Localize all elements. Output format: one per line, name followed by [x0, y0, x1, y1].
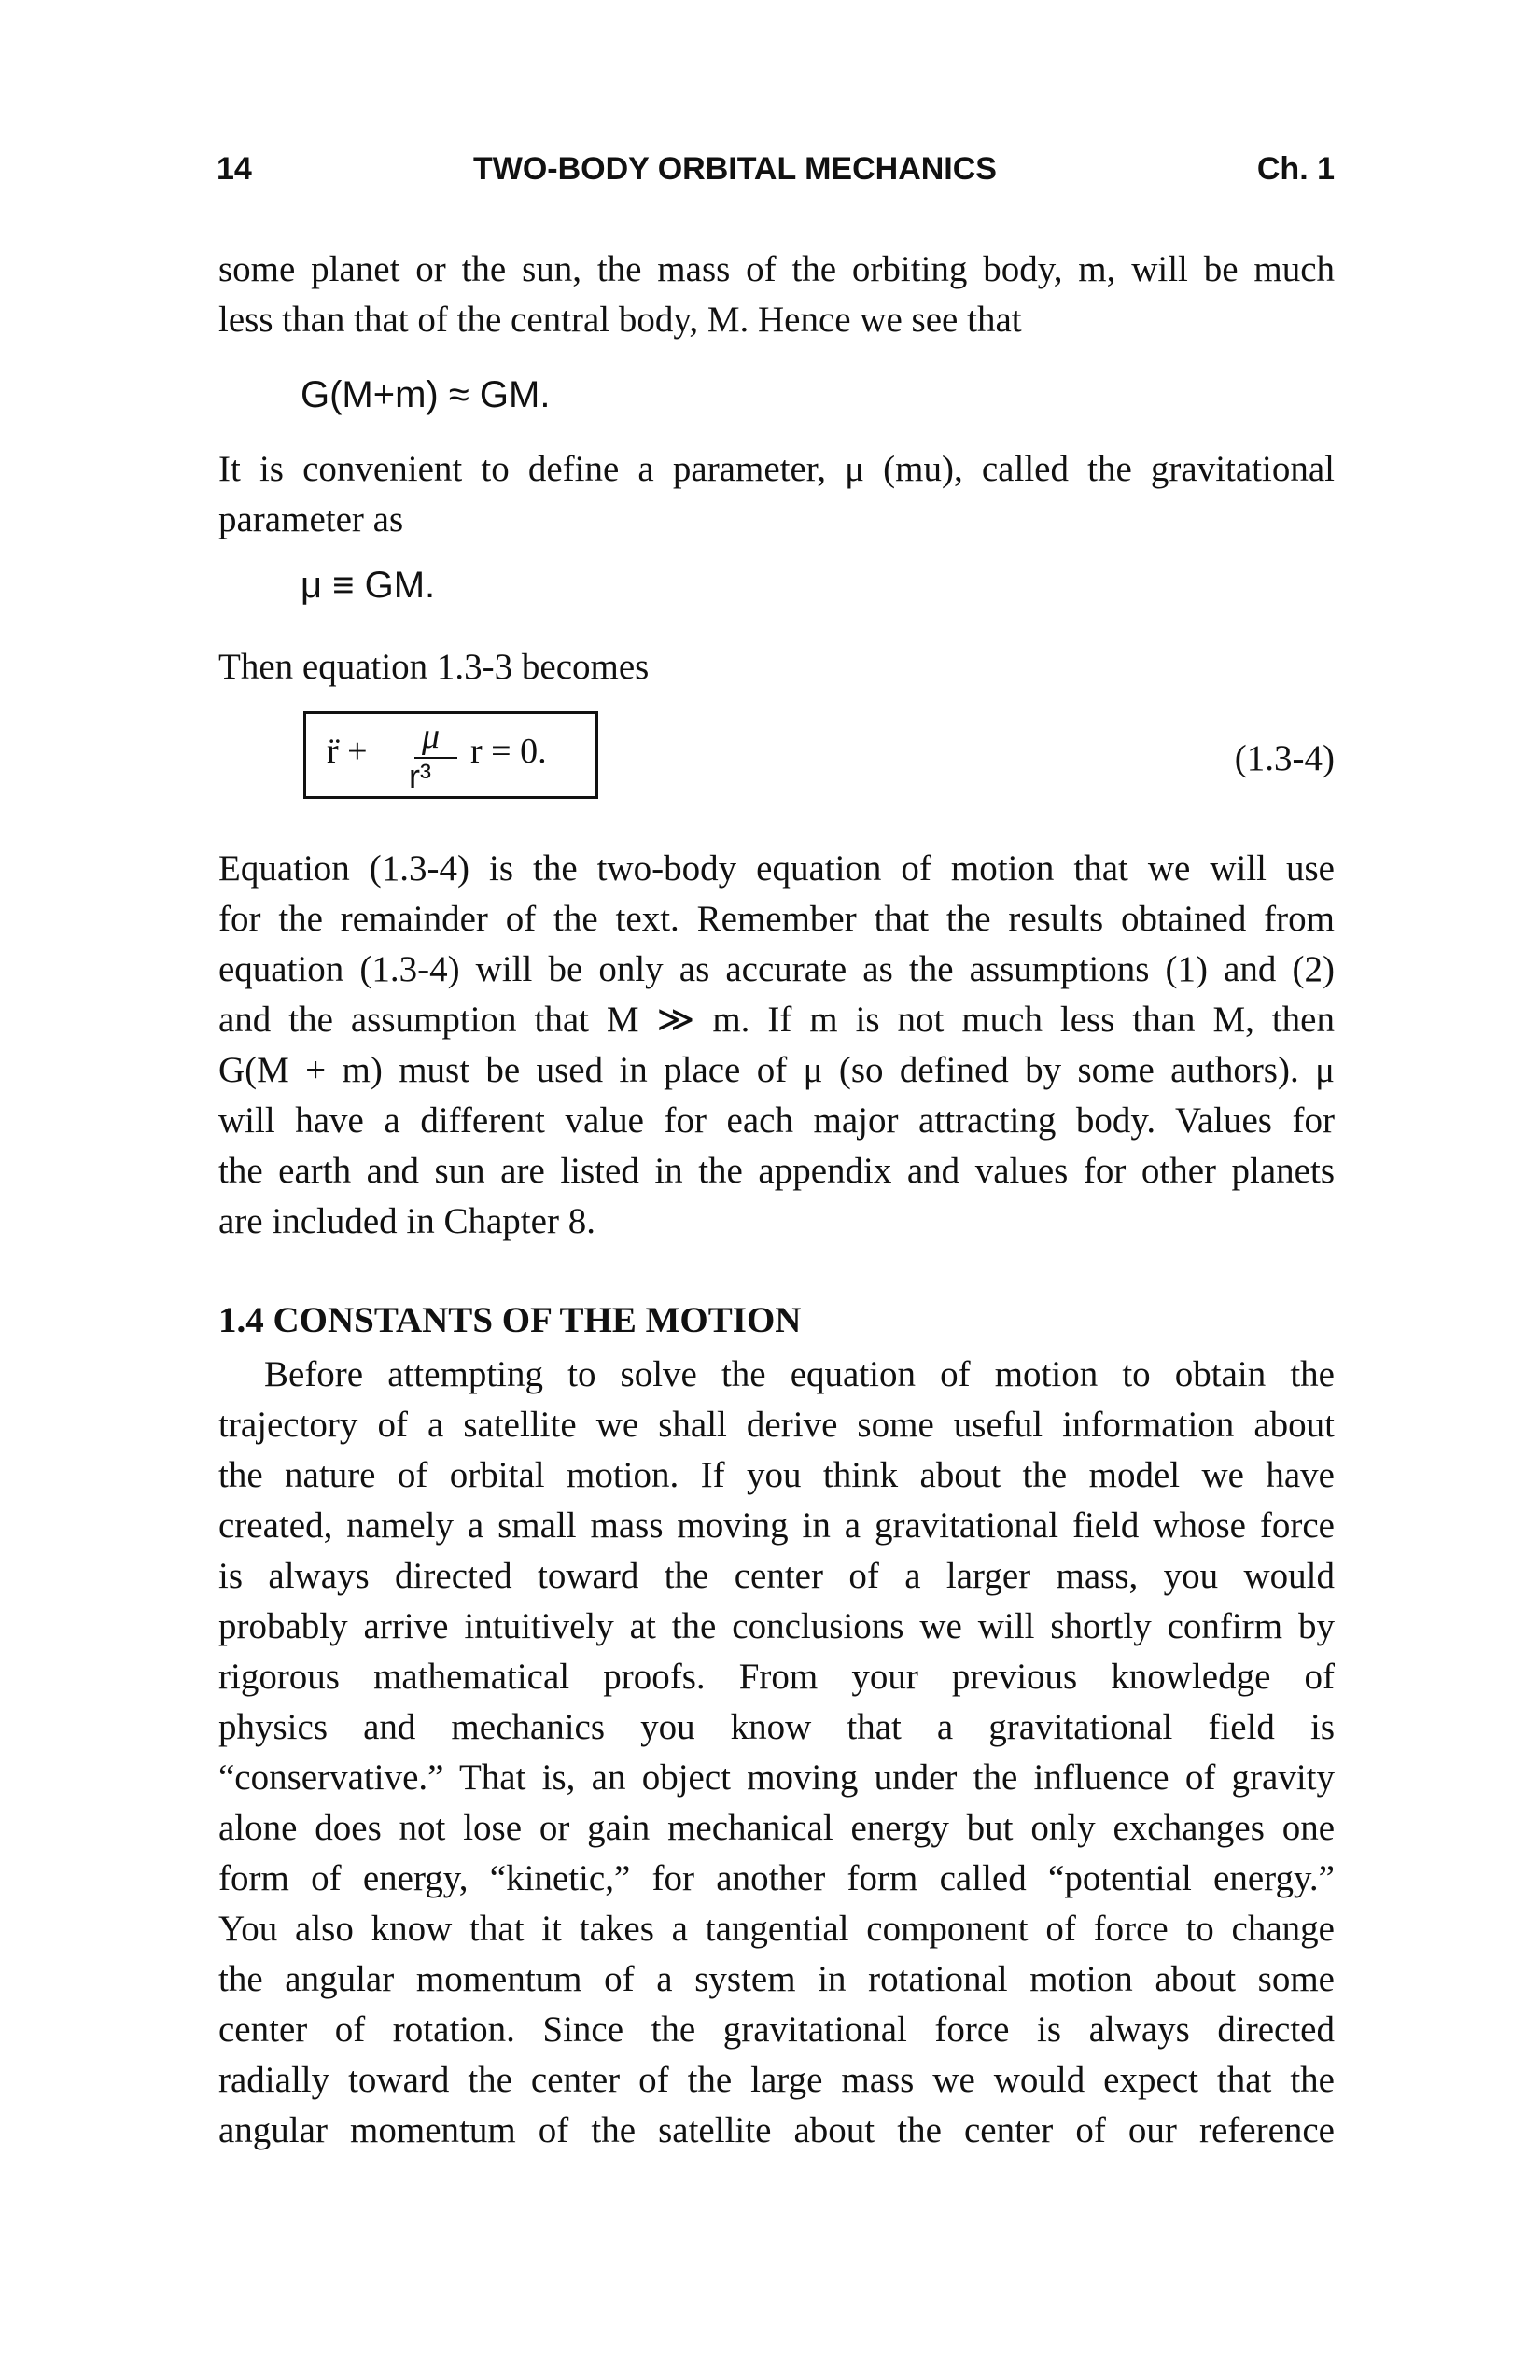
- intro-line-2: less than that of the central body, M. Hence we see that: [218, 300, 1022, 340]
- approx-equation: G(M+m) ≈ GM.: [301, 374, 551, 415]
- paragraph-line: the earth and sun are listed in the appendix and values for other planets: [218, 1151, 1335, 1191]
- page-number: 14: [217, 151, 252, 187]
- fraction-numerator: μ: [422, 717, 441, 756]
- paragraph-line: G(M + m) must be used in place of μ (so defined by some authors). μ: [218, 1050, 1335, 1090]
- section-line: is always directed toward the center of a larger mass, you would: [218, 1556, 1335, 1596]
- fraction-denominator: r³: [409, 757, 431, 795]
- equation-number: (1.3-4): [1234, 738, 1335, 778]
- equation-fraction: [407, 716, 465, 796]
- section-line: rigorous mathematical proofs. From your previous knowledge of: [218, 1657, 1335, 1697]
- equation-r-ddot: r̈ +: [327, 732, 368, 771]
- running-title: TWO-BODY ORBITAL MECHANICS: [473, 151, 997, 187]
- section-line: “conservative.” That is, an object moving under the influence of gravity: [218, 1757, 1335, 1798]
- chapter-label: Ch. 1: [1256, 151, 1335, 187]
- mu-definition-equation: μ ≡ GM.: [301, 565, 436, 606]
- section-line: the nature of orbital motion. If you think about the model we have: [218, 1455, 1335, 1495]
- equation-rest: r = 0.: [470, 732, 547, 771]
- intro-line-5: Then equation 1.3-3 becomes: [218, 647, 650, 687]
- intro-line-1: some planet or the sun, the mass of the orbiting body, m, will be much: [218, 249, 1335, 289]
- section-line: form of energy, “kinetic,” for another form called “potential energy.”: [218, 1858, 1335, 1898]
- section-line: Before attempting to solve the equation of motion to obtain the: [264, 1354, 1335, 1394]
- section-line: physics and mechanics you know that a gravitational field is: [218, 1707, 1335, 1747]
- paragraph-line: Equation (1.3-4) is the two-body equation of motion that we will use: [218, 848, 1335, 889]
- intro-line-3: It is convenient to define a parameter, μ (mu), called the gravitational: [218, 449, 1335, 489]
- paragraph-line: are included in Chapter 8.: [218, 1201, 595, 1241]
- section-line: alone does not lose or gain mechanical energy but only exchanges one: [218, 1808, 1335, 1848]
- section-line: center of rotation. Since the gravitational force is always directed: [218, 2009, 1335, 2050]
- section-line: trajectory of a satellite we shall derive some useful information about: [218, 1405, 1335, 1445]
- section-line: created, namely a small mass moving in a gravitational field whose force: [218, 1505, 1335, 1546]
- section-line: You also know that it takes a tangential component of force to change: [218, 1909, 1335, 1949]
- paragraph-line: will have a different value for each major attracting body. Values for: [218, 1100, 1335, 1141]
- section-line: radially toward the center of the large mass we would expect that the: [218, 2060, 1335, 2100]
- two-body-equation-box: [303, 711, 598, 799]
- paragraph-line: equation (1.3-4) will be only as accurate as the assumptions (1) and (2): [218, 949, 1335, 989]
- intro-line-4: parameter as: [218, 499, 404, 539]
- paragraph-line: for the remainder of the text. Remember that the results obtained from: [218, 899, 1335, 939]
- section-line: the angular momentum of a system in rotational motion about some: [218, 1959, 1335, 1999]
- page-header: [217, 151, 1335, 198]
- section-line: probably arrive intuitively at the conclusions we will shortly confirm by: [218, 1606, 1335, 1646]
- section-heading: 1.4 CONSTANTS OF THE MOTION: [218, 1300, 802, 1340]
- paragraph-line: and the assumption that M ≫ m. If m is not much less than M, then: [218, 1000, 1335, 1040]
- section-line: angular momentum of the satellite about the center of our reference: [218, 2110, 1335, 2150]
